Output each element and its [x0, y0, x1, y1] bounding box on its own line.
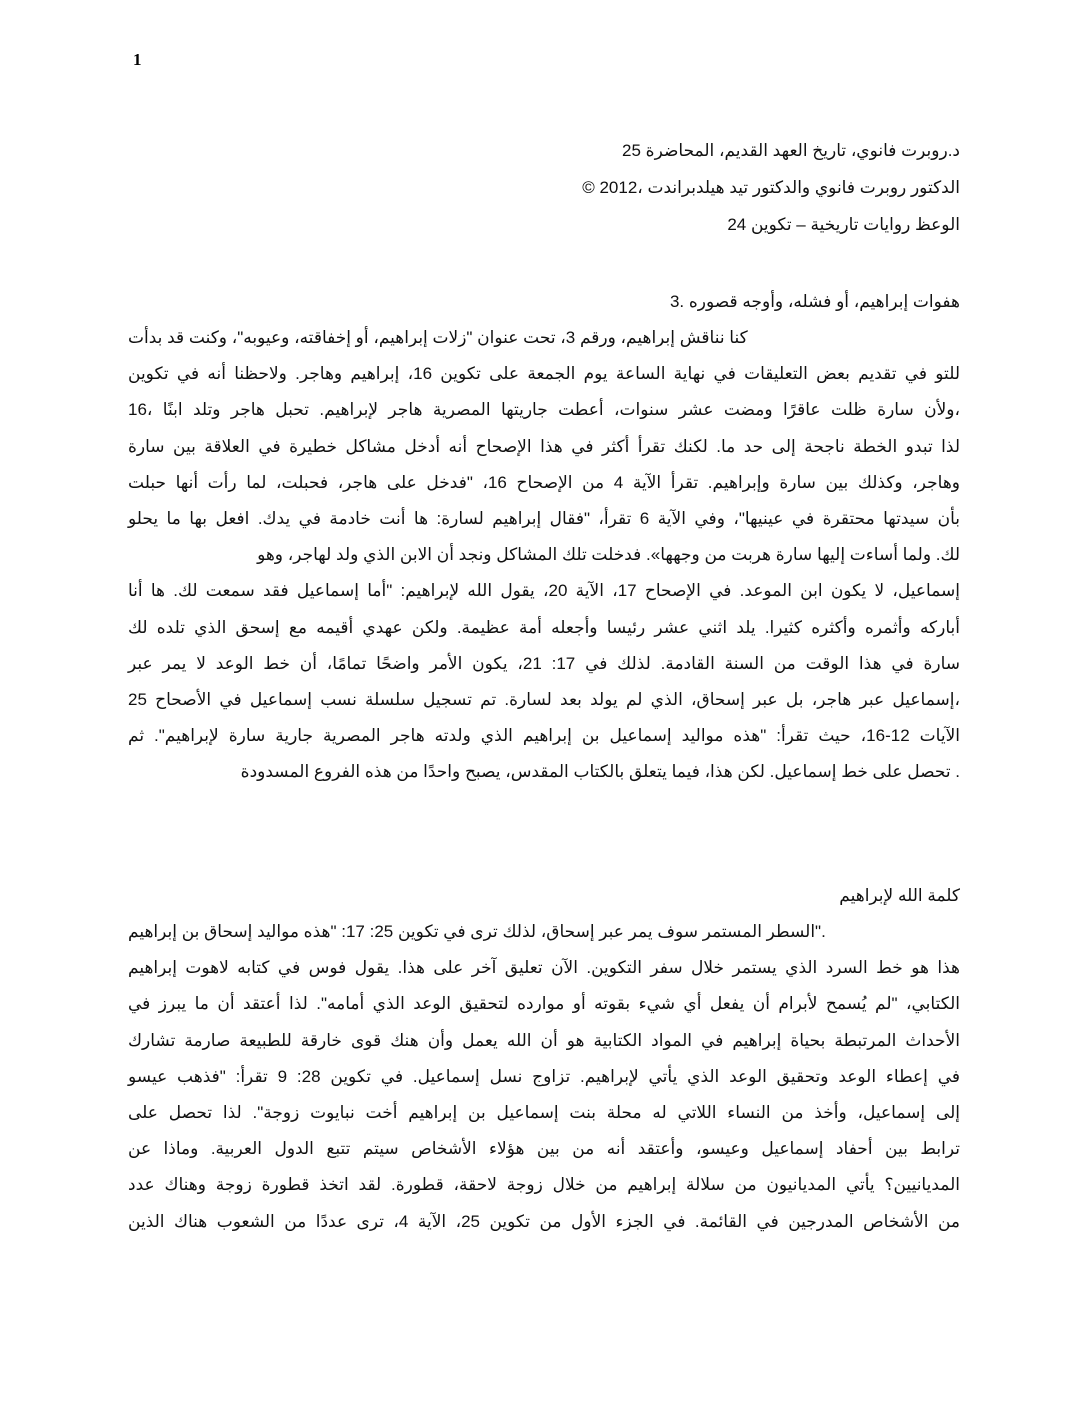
paragraph-line: وهاجر، وكذلك بين سارة وإبراهيم. تقرأ الآية 4 من الإصحاح 16، "فدخل على هاجر، فحبلت، لما رأت أنها حبلت	[128, 472, 960, 492]
paragraph	[128, 320, 960, 791]
paragraph	[128, 914, 960, 1240]
section-abraham-failures	[128, 284, 960, 791]
paragraph-line: لك. ولما أساءت إليها سارة هربت من وجهها». فدخلت تلك المشاكل ونجد أن الابن الذي ولد لهاجر، وهو	[257, 545, 960, 565]
section-word-of-god	[128, 878, 960, 1240]
paragraph-line: كنا نناقش إبراهيم، ورقم 3، تحت عنوان "زلات إبراهيم، أو إخفاقته، وعيوبه"، وكنت قد بدأت	[128, 328, 748, 347]
paragraph-line: الكتابي، "لم يُسمح لأبرام أن يفعل أي شيء بقوته أو موارده لتحقيق الوعد الذي أمامه". لذا أعتقد أن ما يبرز في	[128, 994, 960, 1014]
paragraph-line: أباركه وأثمره وأكثره كثيرا. يلد اثني عشر رئيسا وأجعله أمة عظيمة. ولكن عهدي أقيمه مع إسحق الذي تلده لك	[128, 617, 960, 637]
section-heading: كلمة الله لإبراهيم	[839, 886, 960, 905]
paragraph-line: ترابط بين أحفاد إسماعيل وعيسو، وأعتقد أنه من بين هؤلاء الأشخاص سيتم تتبع الدول العربية. وماذا عن	[128, 1139, 960, 1159]
paragraph-line: . تحصل على خط إسماعيل. لكن هذا، فيما يتعلق بالكتاب المقدس، يصبح واحدًا من هذه الفروع المسدودة	[240, 762, 960, 782]
paragraph-line: ،إسماعيل عبر هاجر، بل عبر إسحاق، الذي لم يولد بعد لسارة. تم تسجيل سلسلة نسب إسماعيل في الأصحاح 25	[128, 690, 960, 710]
paragraph-line: من الأشخاص المدرجين في القائمة. في الجزء الأول من تكوين 25، الآية 4، ترى عددًا من الشعوب هناك الذين	[128, 1211, 960, 1231]
paragraph-line: في إعطاء الوعد وتحقيق الوعد الذي يأتي لإبراهيم. تزاوج نسل إسماعيل. في تكوين 28: 9 تقرأ: "فذهب عيسو	[128, 1066, 961, 1086]
document-header	[582, 132, 960, 243]
paragraph-line: بأن سيدتها محتقرة في عينيها"، وفي الآية 6 تقرأ، "فقال إبراهيم لسارة: ها أنت خادمة في يدك. افعل بها ما يحلو	[128, 509, 960, 529]
paragraph-line: لذا تبدو الخطة ناجحة إلى حد ما. لكنك تقرأ أكثر في هذا الإصحاح أنه أدخل مشاكل خطيرة في العلاقة بين سارة	[128, 436, 960, 456]
header-line-topic: الوعظ روايات تاريخية – تكوين 24	[727, 215, 960, 234]
paragraph-line: هذا هو خط السرد الذي يستمر خلال سفر التكوين. الآن تعليق آخر على هذا. يقول فوس في كتابه لاهوت إبراهيم	[128, 958, 960, 978]
header-line-authors: الدكتور روبرت فانوي والدكتور تيد هيلدبراندت ،2012 ©	[582, 178, 960, 197]
section-heading: هفوات إبراهيم، أو فشله، وأوجه قصوره .3	[669, 292, 960, 311]
page-number: 1	[133, 50, 142, 69]
paragraph-line: ."السطر المستمر سوف يمر عبر إسحاق، لذلك ترى في تكوين 25: 17: "هذه مواليد إسحاق بن إبراهيم	[128, 922, 826, 941]
paragraph-line: الآيات 12-16، حيث تقرأ: "هذه مواليد إسماعيل بن إبراهيم الذي ولدته هاجر المصرية جارية سارة لإبراهيم". ثم	[128, 726, 961, 746]
paragraph-line: المديانيين؟ يأتي المديانيون من سلالة إبراهيم من خلال زوجة لاحقة، قطورة. لقد اتخذ قطورة زوجة وهناك عدد	[128, 1175, 960, 1195]
paragraph-line: الأحداث المرتبطة بحياة إبراهيم في المواد الكتابية هو أن الله يعمل وأن هنك قوى خارقة للطبيعة صارمة تشارك	[128, 1030, 960, 1050]
paragraph-line: إسماعيل، لا يكون ابن الموعد. في الإصحاح 17، الآية 20، يقول الله لإبراهيم: "أما إسماعيل فقد سمعت لك. ها أنا	[128, 581, 960, 601]
paragraph-line: ،ولأن سارة ظلت عاقرًا ومضت عشر سنوات، أعطت جاريتها المصرية هاجر لإبراهيم. تحبل هاجر وتلد ابنًا ،16	[128, 400, 960, 420]
paragraph-line: إلى إسماعيل، وأخذ من النساء اللاتي له محلة بنت إسماعيل بن إبراهيم أخت نبايوت زوجة". لذا تحصل على	[128, 1103, 960, 1123]
header-line-lecture: د.روبرت فانوي، تاريخ العهد القديم، المحاضرة 25	[622, 141, 960, 160]
paragraph-line: سارة في هذا الوقت من السنة القادمة. لذلك في 17: 21، يكون الأمر واضحًا تمامًا، أن خط الوعد لا يمر عبر	[128, 653, 961, 673]
paragraph-line: للتو في تقديم بعض التعليقات في نهاية الساعة يوم الجمعة على تكوين 16، إبراهيم وهاجر. ولاحظنا أنه في تكوين	[128, 364, 960, 384]
